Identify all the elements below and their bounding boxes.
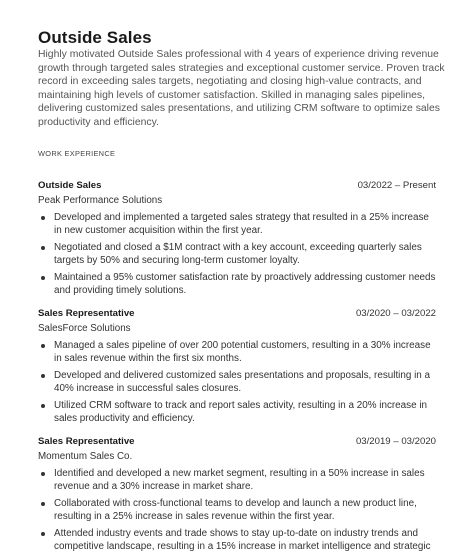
achievement-list — [38, 339, 436, 425]
achievement-item: Maintained a 95% customer satisfaction rate by proactively addressing customer needs and providing timely solutions. — [38, 271, 436, 297]
professional-summary: Highly motivated Outside Sales professional with 4 years of experience driving revenue growth through targeted sales strategies and exceptional customer service. Proven track record in exceeding sales targets, negotiating and closing high-value contracts, and maintaining high levels of customer satisfaction. Skilled in managing sales pipelines, delivering customized sales presentations, and utilizing CRM software to optimize sales productivity and efficiency. — [38, 49, 445, 128]
achievement-item: Managed a sales pipeline of over 200 potential customers, resulting in a 30% increase in sales revenue within the first six months. — [38, 339, 436, 365]
achievement-list — [38, 211, 436, 297]
job-title: Sales Representative — [38, 308, 135, 319]
company-name: SalesForce Solutions — [38, 323, 131, 334]
achievement-item: Identified and developed a new market segment, resulting in a 50% increase in sales revenue and a 30% increase in market share. — [38, 467, 436, 493]
job-header — [38, 180, 436, 194]
achievement-item: Collaborated with cross-functional teams to develop and launch a new product line, resulting in a 25% increase in sales revenue within the first year. — [38, 497, 436, 523]
achievement-item: Developed and implemented a targeted sales strategy that resulted in a 25% increase in new customer acquisition within the first year. — [38, 211, 436, 237]
job-dates: 03/2020 – 03/2022 — [355, 308, 436, 319]
achievement-item: Developed and delivered customized sales presentations and proposals, resulting in a 40% increase in successful sales closures. — [38, 369, 436, 395]
job-entry — [38, 180, 436, 301]
achievement-item: Utilized CRM software to track and report sales activity, resulting in a 20% increase in sales productivity and efficiency. — [38, 399, 436, 425]
achievement-list — [38, 467, 436, 553]
job-dates: 03/2019 – 03/2020 — [355, 436, 436, 447]
job-dates: 03/2022 – Present — [357, 180, 436, 191]
job-entry — [38, 436, 436, 557]
job-entry — [38, 308, 436, 429]
achievement-item: Negotiated and closed a $1M contract with a key account, exceeding quarterly sales targets by 50% and securing long-term customer loyalty. — [38, 241, 436, 267]
company-name: Momentum Sales Co. — [38, 451, 133, 462]
job-title: Sales Representative — [38, 436, 135, 447]
achievement-item: Attended industry events and trade shows to stay up-to-date on industry trends and competitive landscape, resulting in a 15% increase in market intelligence and strategic — [38, 527, 436, 553]
resume-title: Outside Sales — [38, 28, 152, 47]
job-header — [38, 308, 436, 322]
job-header — [38, 436, 436, 450]
company-name: Peak Performance Solutions — [38, 195, 163, 206]
section-heading-work-experience: WORK EXPERIENCE — [38, 149, 116, 158]
job-title: Outside Sales — [38, 180, 102, 191]
